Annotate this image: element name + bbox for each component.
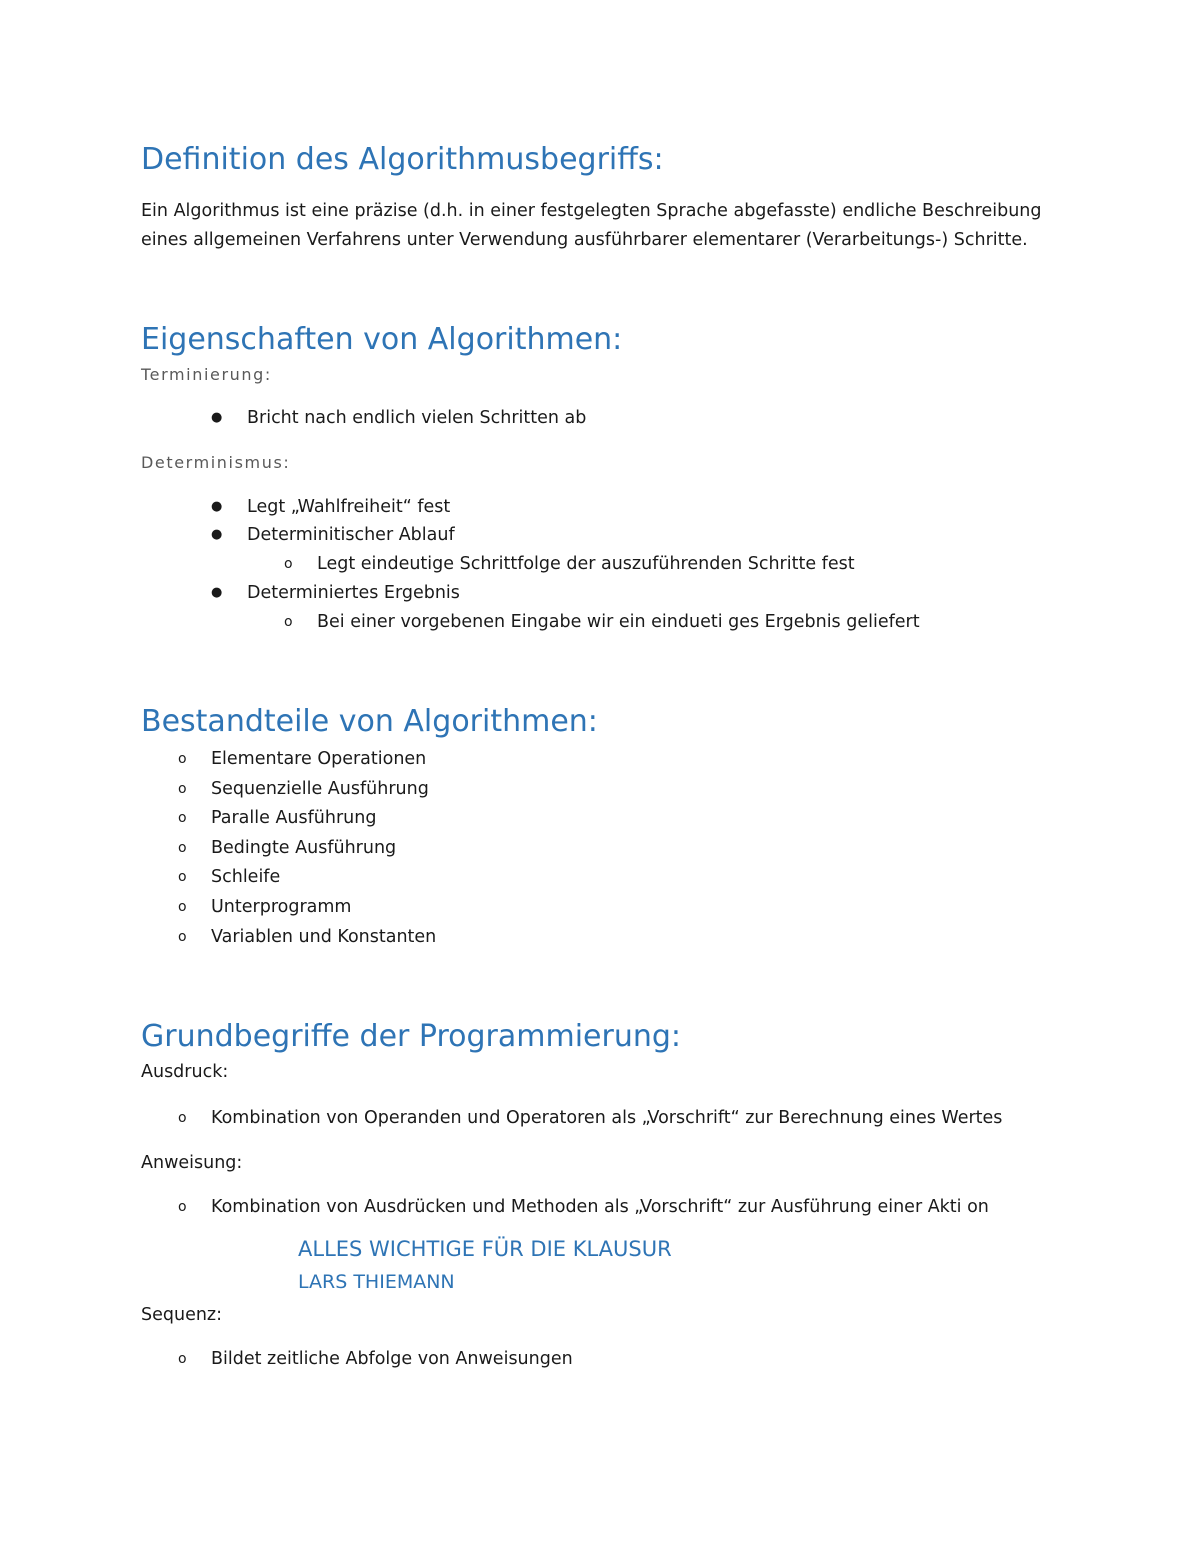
list-item-ergebnis: Determiniertes Ergebnis <box>247 583 460 603</box>
heading-definition: Definition des Algorithmusbegriffs: <box>141 142 664 177</box>
circle-bullet-icon: o <box>178 929 187 945</box>
list-item: Sequenzielle Ausführung <box>211 779 429 799</box>
circle-bullet-icon: o <box>284 556 293 572</box>
label-sequenz: Sequenz: <box>141 1305 223 1325</box>
subheading-determinismus: Determinismus: <box>141 453 291 472</box>
label-ausdruck: Ausdruck: <box>141 1062 229 1082</box>
heading-bestandteile: Bestandteile von Algorithmen: <box>141 704 598 739</box>
circle-bullet-icon: o <box>178 751 187 767</box>
circle-bullet-icon: o <box>284 614 293 630</box>
heading-eigenschaften: Eigenschaften von Algorithmen: <box>141 322 623 357</box>
banner-author: LARS THIEMANN <box>298 1271 455 1293</box>
circle-bullet-icon: o <box>178 840 187 856</box>
list-item: Elementare Operationen <box>211 749 427 769</box>
list-item: Variablen und Konstanten <box>211 927 437 947</box>
sub-list-item-schrittfolge: Legt eindeutige Schrittfolge der auszuführenden Schritte fest <box>317 554 855 574</box>
list-item-sequenz: Bildet zeitliche Abfolge von Anweisungen <box>211 1349 573 1369</box>
list-item-wahlfreiheit: Legt „Wahlfreiheit“ fest <box>247 497 451 517</box>
circle-bullet-icon: o <box>178 1199 187 1215</box>
list-item-terminierung: Bricht nach endlich vielen Schritten ab <box>247 408 587 428</box>
bullet-icon: ● <box>211 499 223 514</box>
heading-grundbegriffe: Grundbegriffe der Programmierung: <box>141 1019 681 1054</box>
bullet-icon: ● <box>211 410 223 425</box>
list-item-anweisung: Kombination von Ausdrücken und Methoden als „Vorschrift“ zur Ausführung einer Akti on <box>211 1197 989 1217</box>
list-item: Bedingte Ausführung <box>211 838 397 858</box>
sub-list-item-eingabe: Bei einer vorgebenen Eingabe wir ein eindueti ges Ergebnis geliefert <box>317 612 920 632</box>
definition-paragraph-line-1: Ein Algorithmus ist eine präzise (d.h. in einer festgelegten Sprache abgefasste) endliche Beschreibung <box>141 201 1042 221</box>
list-item: Schleife <box>211 867 281 887</box>
list-item: Unterprogramm <box>211 897 352 917</box>
circle-bullet-icon: o <box>178 899 187 915</box>
list-item-ausdruck: Kombination von Operanden und Operatoren als „Vorschrift“ zur Berechnung eines Wertes <box>211 1108 1003 1128</box>
circle-bullet-icon: o <box>178 869 187 885</box>
label-anweisung: Anweisung: <box>141 1153 243 1173</box>
circle-bullet-icon: o <box>178 1110 187 1126</box>
circle-bullet-icon: o <box>178 810 187 826</box>
circle-bullet-icon: o <box>178 781 187 797</box>
list-item-ablauf: Determinitischer Ablauf <box>247 525 455 545</box>
definition-paragraph-line-2: eines allgemeinen Verfahrens unter Verwendung ausführbarer elementarer (Verarbeitungs-) Schritte. <box>141 230 1028 250</box>
circle-bullet-icon: o <box>178 1351 187 1367</box>
bullet-icon: ● <box>211 585 223 600</box>
bullet-icon: ● <box>211 527 223 542</box>
banner-title: ALLES WICHTIGE FÜR DIE KLAUSUR <box>298 1237 672 1261</box>
list-item: Paralle Ausführung <box>211 808 377 828</box>
subheading-terminierung: Terminierung: <box>141 365 272 384</box>
